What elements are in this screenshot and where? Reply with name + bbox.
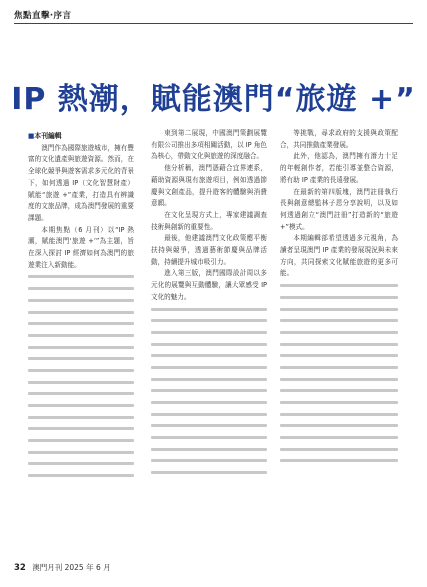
page-footer (14, 562, 111, 573)
paragraph: 東到第二展現，中國澳門策劃展覽有限公司推出多項相關活動，以 IP 角色為核心，帶動文化與旅遊的深度融合。 (151, 129, 267, 161)
text-line (28, 271, 134, 283)
text-line (151, 455, 267, 467)
paragraph: 他分析稱，澳門憑藉合宜界連系，藉助資源與現有旅遊項目，例如透過節慶與文創產品，提升遊客的體驗與消費意願。 (151, 164, 267, 208)
text-line (28, 307, 134, 319)
text-line (280, 339, 398, 351)
text-line (151, 374, 267, 386)
text-line (28, 470, 134, 482)
text-line (151, 397, 267, 409)
page-number: 32 (14, 563, 26, 573)
text-line (280, 444, 398, 456)
text-line (151, 362, 267, 374)
header-rule (14, 23, 413, 24)
text-line (280, 397, 398, 409)
text-line (28, 330, 134, 342)
text-line (280, 292, 398, 304)
text-line (151, 327, 267, 339)
text-line (280, 374, 398, 386)
text-line (280, 432, 398, 444)
text-line (28, 423, 134, 435)
byline-text: 本刊編輯 (34, 132, 62, 140)
byline (28, 131, 134, 143)
paragraph: 最後，他建議澳門文化政策應平衡扶持與競爭，透過藝術節慶與品牌活動，持續提升城市吸引力。 (151, 234, 267, 266)
text-line (280, 280, 398, 292)
text-line (28, 353, 134, 365)
text-line (28, 447, 134, 459)
article-column-3 (280, 128, 398, 548)
text-line (151, 339, 267, 351)
text-line (28, 458, 134, 470)
text-line (280, 304, 398, 316)
text-line (151, 409, 267, 421)
byline-marker: ■ (28, 132, 35, 140)
text-line (151, 444, 267, 456)
text-line (280, 409, 398, 421)
text-line (28, 377, 134, 389)
paragraph: 在最新的第四版塊，澳門註冊執行長與創意總監林子恩分享說明，以及如何透過創立“澳門註冊”打造新的“旅遊 +”模式。 (280, 187, 398, 231)
paragraph: 本期編輯部希望透過多元視角，為讀者呈現澳門 IP 產業的發展現況與未來方向，共同探索文化賦能旅遊的更多可能。 (280, 234, 398, 278)
paragraph: 此外，他認為，澳門擁有潛力十足的年輕創作者，若能引導並整合資源，將有助 IP 產業的長遠發展。 (280, 152, 398, 184)
text-line (151, 432, 267, 444)
text-line (280, 350, 398, 362)
article-column-2 (151, 128, 267, 548)
text-line (28, 400, 134, 412)
article-column-1 (28, 131, 134, 548)
text-line (151, 304, 267, 316)
issue-info: 澳門月刊 2025 年 6 月 (32, 563, 111, 572)
text-line (280, 420, 398, 432)
text-line (28, 435, 134, 447)
text-line (151, 420, 267, 432)
text-line (151, 315, 267, 327)
article-title: IP 熱潮，賦能澳門“旅遊 +” (11, 82, 416, 117)
paragraph: 澳門作為國際旅遊城市，擁有豐富的文化遺產與旅遊資源。然而，在全球化競爭與遊客需求多元化的背景下，如何透過 IP（文化智慧財產）賦能“旅遊 +”產業，打造具有辨識度的文旅品牌，成為澳門發展的重要課題。 (28, 143, 134, 222)
text-line (28, 283, 134, 295)
text-line (28, 342, 134, 354)
paragraph: 等挑戰，尋求政府的支援與政策配合，共同推動產業發展。 (280, 129, 398, 149)
text-line (280, 385, 398, 397)
paragraph: 在文化呈現方式上，專家建議調查技術與創新的重要性。 (151, 210, 267, 231)
text-line (151, 467, 267, 479)
text-line (28, 365, 134, 377)
text-line (151, 385, 267, 397)
text-line (280, 315, 398, 327)
text-line (28, 388, 134, 400)
text-line (280, 362, 398, 374)
text-line (280, 327, 398, 339)
text-line (28, 295, 134, 307)
section-header: 焦點直擊‧序言 (14, 11, 72, 21)
paragraph: 本期焦點（6 月刊）以“IP 熱潮，賦能澳門‘旅遊 +’”為主題，旨在深入探討 IP 經濟如何為澳門的旅遊業注入新動能。 (28, 225, 134, 269)
paragraph: 進入第三版，澳門國際設計周以多元化的展覽與互動體驗，讓大眾感受 IP 文化的魅力。 (151, 269, 267, 301)
text-line (280, 455, 398, 467)
text-line (28, 412, 134, 424)
text-line (151, 350, 267, 362)
text-line (28, 318, 134, 330)
